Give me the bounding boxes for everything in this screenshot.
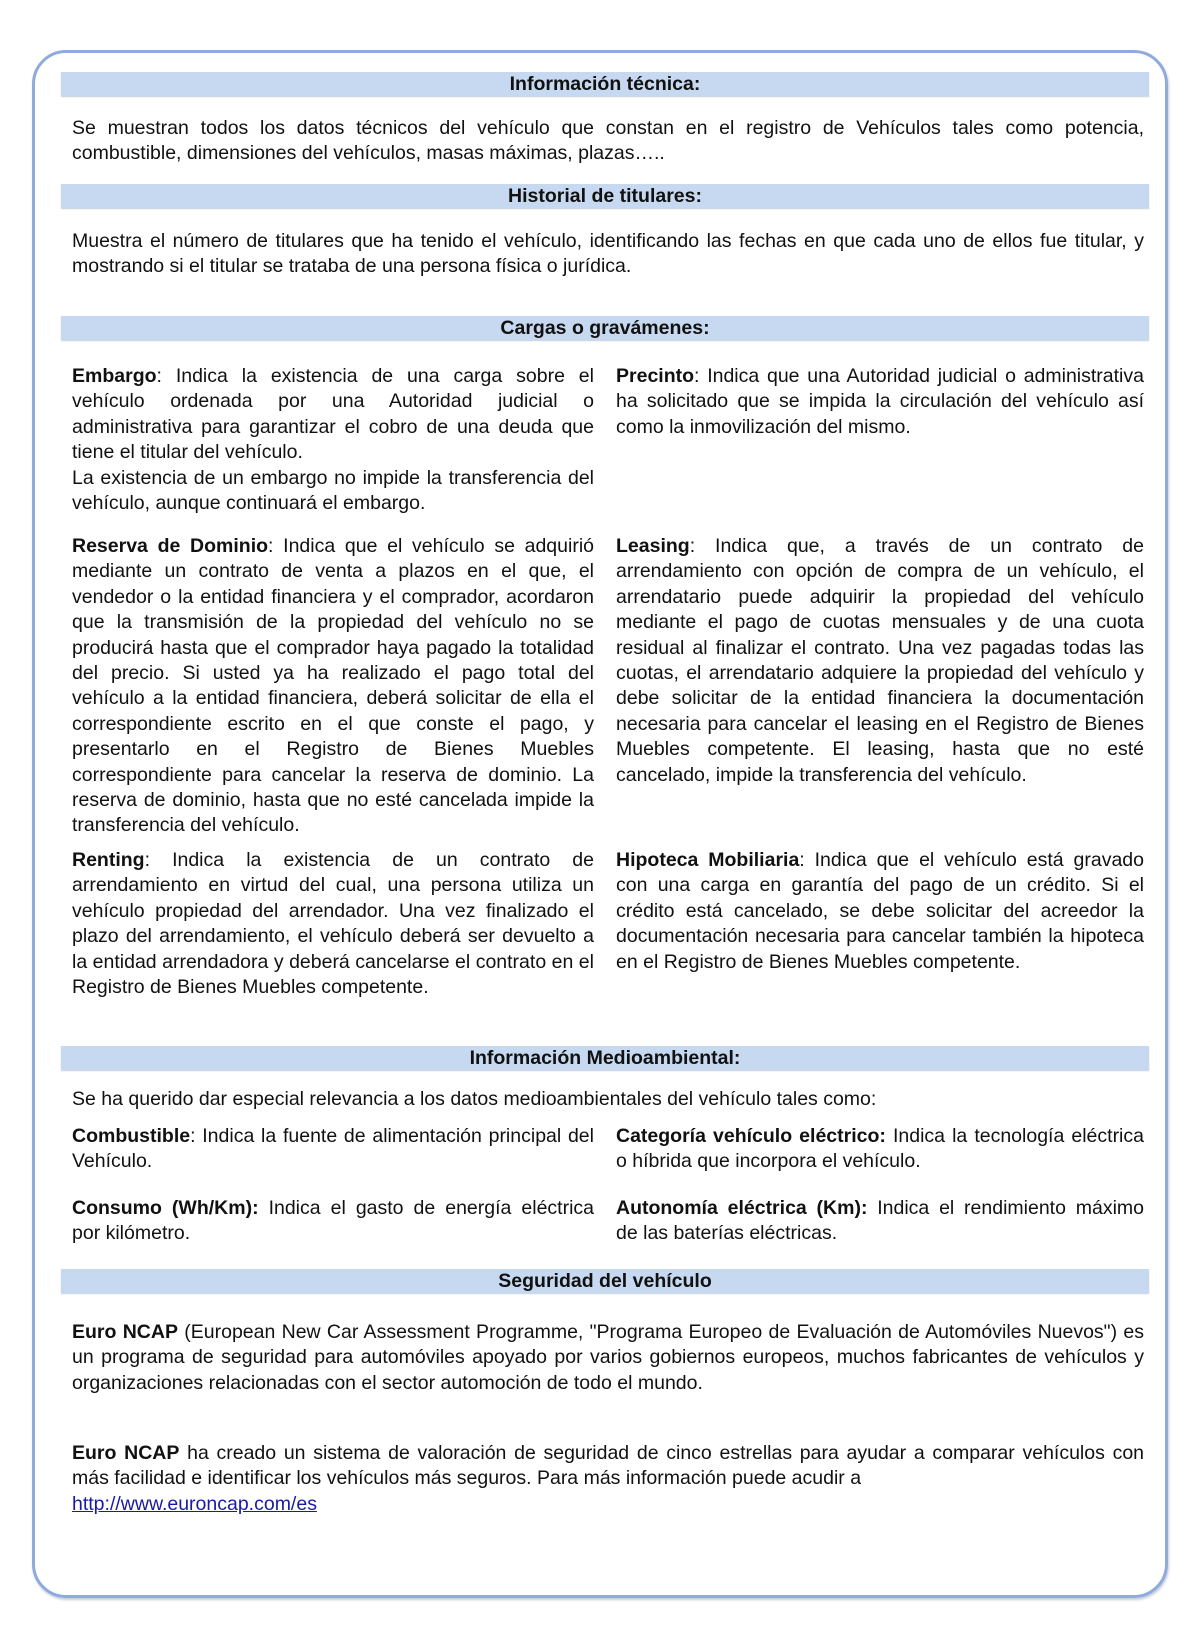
embargo-text: : Indica la existencia de una carga sobre el vehículo ordenada por una Autoridad judicial o administrativa para garantizar el cobro de una deuda que tiene el titular del vehículo. — [72, 365, 594, 464]
cargas-precinto — [616, 364, 1144, 440]
consumo-term: Consumo (Wh/Km): — [72, 1197, 259, 1219]
categoria-term: Categoría vehículo eléctrico: — [616, 1125, 886, 1147]
hipoteca-text: : Indica que el vehículo está gravado con una carga en garantía del pago de un crédito. Si el crédito está cancelado, se debe solicitar del acreedor la documentación necesaria para cancelar también la hipoteca en el Registro de Bienes Muebles competente. — [616, 849, 1144, 973]
categoria-text: Indica la tecnología eléctrica o híbrida que incorpora el vehículo. — [616, 1125, 1144, 1173]
consumo-text: Indica el gasto de energía eléctrica por kilómetro. — [72, 1197, 594, 1245]
leasing-term: Leasing — [616, 535, 690, 557]
section-header-titulares: Historial de titulares: — [61, 184, 1149, 208]
autonomia-text: Indica el rendimiento máximo de las baterías eléctricas. — [616, 1197, 1144, 1245]
seguridad-paragraph-1 — [72, 1320, 1144, 1396]
seguridad-paragraph-2 — [72, 1441, 1144, 1517]
cargas-embargo — [72, 364, 594, 516]
renting-text: : Indica la existencia de un contrato de arrendamiento en virtud del cual, una persona utiliza un vehículo propiedad del arrendador. Una vez finalizado el plazo del arrendamiento, el vehículo deberá ser devuelto a la entidad arrendadora y deberá cancelarse el contrato en el Registro de Bienes Muebles competente. — [72, 849, 594, 999]
hipoteca-term: Hipoteca Mobiliaria — [616, 849, 800, 871]
precinto-term: Precinto — [616, 365, 695, 387]
medio-consumo — [72, 1196, 594, 1247]
medio-categoria — [616, 1124, 1144, 1175]
section-header-seguridad: Seguridad del vehículo — [61, 1269, 1149, 1293]
titulares-text: Muestra el número de titulares que ha tenido el vehículo, identificando las fechas en que cada uno de ellos fue titular, y mostrando si el titular se trataba de una persona física o jurídica. — [72, 230, 1144, 278]
euroncap-term-2: Euro NCAP — [72, 1442, 180, 1464]
reserva-text: : Indica que el vehículo se adquirió mediante un contrato de venta a plazos en el que, el vendedor o la entidad financiera y el comprador, acordaron que la transmisión de la propiedad del vehículo no se producirá hasta que el comprador haya pagado la totalidad del precio. Si usted ya ha realizado el pago total del vehículo a la entidad financiera, deberá solicitar de ella el correspondiente escrito en el que conste el pago, y presentarlo en el Registro de Bienes Muebles correspondiente para cancelar la reserva de dominio. La reserva de dominio, hasta que no esté cancelada impide la transferencia del vehículo. — [72, 535, 595, 837]
seguridad-p2-text: ha creado un sistema de valoración de seguridad de cinco estrellas para ayudar a comparar vehículos con más facilidad e identificar los vehículos más seguros. Para más información puede acudir a — [72, 1442, 1145, 1490]
autonomia-term: Autonomía eléctrica (Km): — [616, 1197, 868, 1219]
embargo-term: Embargo — [72, 365, 157, 387]
reserva-term: Reserva de Dominio — [72, 535, 269, 557]
precinto-text: : Indica que una Autoridad judicial o administrativa ha solicitado que se impida la circulación del vehículo así como la inmovilización del mismo. — [616, 365, 1144, 438]
medio-autonomia — [616, 1196, 1144, 1247]
section-header-cargas: Cargas o gravámenes: — [61, 316, 1149, 340]
euroncap-term-1: Euro NCAP — [72, 1321, 178, 1343]
tecnica-text: Se muestran todos los datos técnicos del vehículo que constan en el registro de Vehículos tales como potencia, combustible, dimensiones del vehículos, masas máximas, plazas….. — [72, 117, 1144, 165]
seguridad-p1-text: (European New Car Assessment Programme, "Programa Europeo de Evaluación de Automóviles Nuevos") es un programa de seguridad para automóviles apoyado por varios gobiernos europeos, muchos fabricantes de vehículos y organizaciones relacionadas con el sector automoción de todo el mundo. — [72, 1321, 1144, 1394]
embargo-text-2: La existencia de un embargo no impide la transferencia del vehículo, aunque continuará el embargo. — [72, 466, 594, 515]
combustible-term: Combustible — [72, 1125, 191, 1147]
leasing-text: : Indica que, a través de un contrato de arrendamiento con opción de compra de un vehículo, el arrendatario puede adquirir la propiedad del vehículo mediante el pago de cuotas mensuales y de una cuota residual al finalizar el contrato. Una vez pagadas todas las cuotas, el arrendatario adquiere la propiedad del vehículo y debe solicitar de la entidad financiera la documentación necesaria para cancelar el leasing en el Registro de Bienes Muebles competente. El leasing, hasta que no esté cancelado, impide la transferencia del vehículo. — [616, 535, 1144, 786]
medio-combustible — [72, 1124, 594, 1175]
euroncap-link[interactable]: http://www.euroncap.com/es — [72, 1492, 317, 1515]
section-header-tecnica: Información técnica: — [61, 72, 1149, 96]
medioambiental-intro: Se ha querido dar especial relevancia a los datos medioambientales del vehículo tales como: — [72, 1088, 877, 1110]
renting-term: Renting — [72, 849, 145, 871]
combustible-text: : Indica la fuente de alimentación principal del Vehículo. — [72, 1125, 594, 1173]
section-header-medioambiental: Información Medioambiental: — [61, 1046, 1149, 1070]
cargas-hipoteca — [616, 848, 1144, 975]
cargas-reserva-dominio — [72, 534, 594, 839]
cargas-renting — [72, 848, 594, 1000]
cargas-leasing — [616, 534, 1144, 788]
